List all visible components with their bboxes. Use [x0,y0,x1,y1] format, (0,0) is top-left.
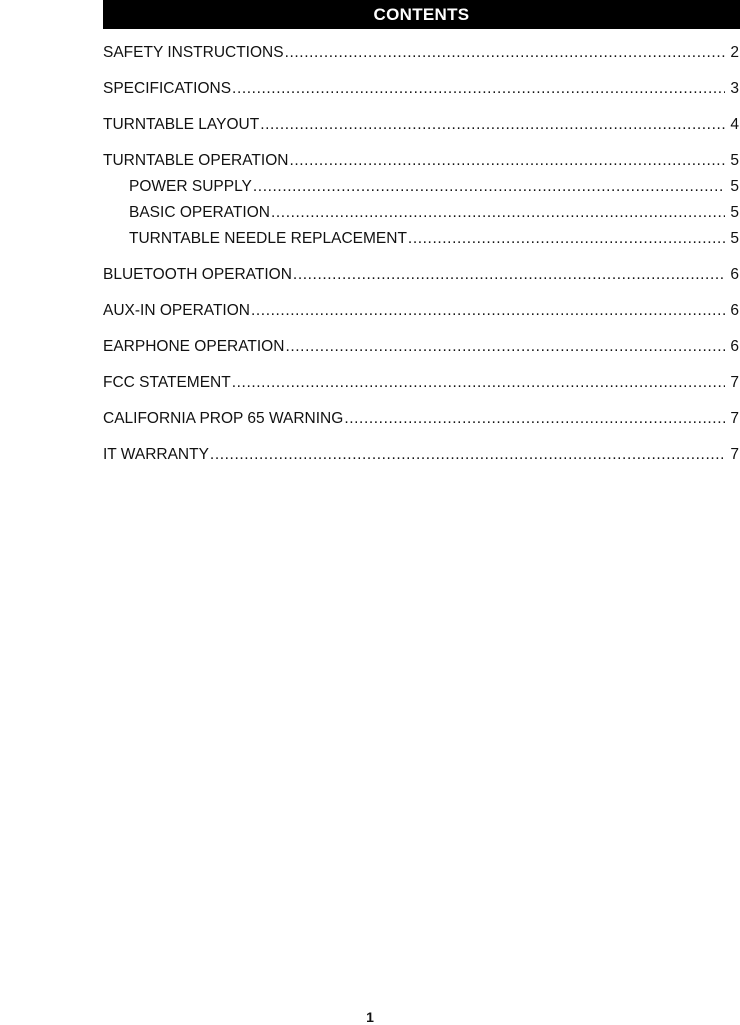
toc-entry-needle-replacement[interactable] [103,226,739,252]
toc-page-number: 7 [730,374,739,391]
toc-leader-dots [251,298,725,324]
toc-leader-dots [285,334,725,360]
toc-label: CALIFORNIA PROP 65 WARNING [103,410,344,427]
toc-page-number: 6 [730,302,739,319]
toc-entry-turntable-layout[interactable] [103,112,739,138]
toc-leader-dots [210,442,725,468]
toc-leader-dots [232,76,725,102]
toc-entry-fcc-statement[interactable] [103,370,739,396]
toc-page-number: 6 [730,266,739,283]
toc-page-number: 5 [730,178,739,195]
toc-label: EARPHONE OPERATION [103,338,285,355]
toc-entry-bluetooth-operation[interactable] [103,262,739,288]
toc-leader-dots [285,40,725,66]
toc-leader-dots [271,200,725,226]
toc-page-number: 6 [730,338,739,355]
toc-entry-aux-in-operation[interactable] [103,298,739,324]
toc-leader-dots [232,370,725,396]
contents-title: CONTENTS [373,4,470,24]
toc-label: IT WARRANTY [103,446,209,463]
toc-page-number: 3 [730,80,739,97]
toc-label: TURNTABLE OPERATION [103,152,289,169]
toc-label: TURNTABLE NEEDLE REPLACEMENT [129,230,407,247]
toc-entry-specifications[interactable] [103,76,739,102]
toc-label: FCC STATEMENT [103,374,231,391]
toc-page-number: 5 [730,230,739,247]
toc-page-number: 7 [730,446,739,463]
toc-page-number: 5 [730,152,739,169]
toc-leader-dots [408,226,725,252]
toc-entry-basic-operation[interactable] [103,200,739,226]
toc-leader-dots [253,174,725,200]
toc-leader-dots [293,262,725,288]
toc-entry-earphone-operation[interactable] [103,334,739,360]
toc-entry-turntable-operation[interactable] [103,148,739,174]
toc-page-number: 2 [730,44,739,61]
toc-label: SPECIFICATIONS [103,80,232,97]
toc-entry-california-prop-65[interactable] [103,406,739,432]
toc-page-number: 7 [730,410,739,427]
toc-leader-dots [344,406,725,432]
toc-page-number: 5 [730,204,739,221]
toc-entry-safety-instructions[interactable] [103,40,739,66]
toc-entry-power-supply[interactable] [103,174,739,200]
page-number: 1 [366,1009,374,1025]
toc-label: BASIC OPERATION [129,204,270,221]
toc-label: SAFETY INSTRUCTIONS [103,44,284,61]
toc-page-number: 4 [730,116,739,133]
toc-label: TURNTABLE LAYOUT [103,116,260,133]
toc-label: BLUETOOTH OPERATION [103,266,292,283]
contents-header [103,0,740,29]
toc-leader-dots [289,148,725,174]
toc-label: AUX-IN OPERATION [103,302,250,319]
toc-label: POWER SUPPLY [129,178,252,195]
toc-leader-dots [260,112,725,138]
table-of-contents [103,40,739,468]
toc-entry-warranty[interactable] [103,442,739,468]
